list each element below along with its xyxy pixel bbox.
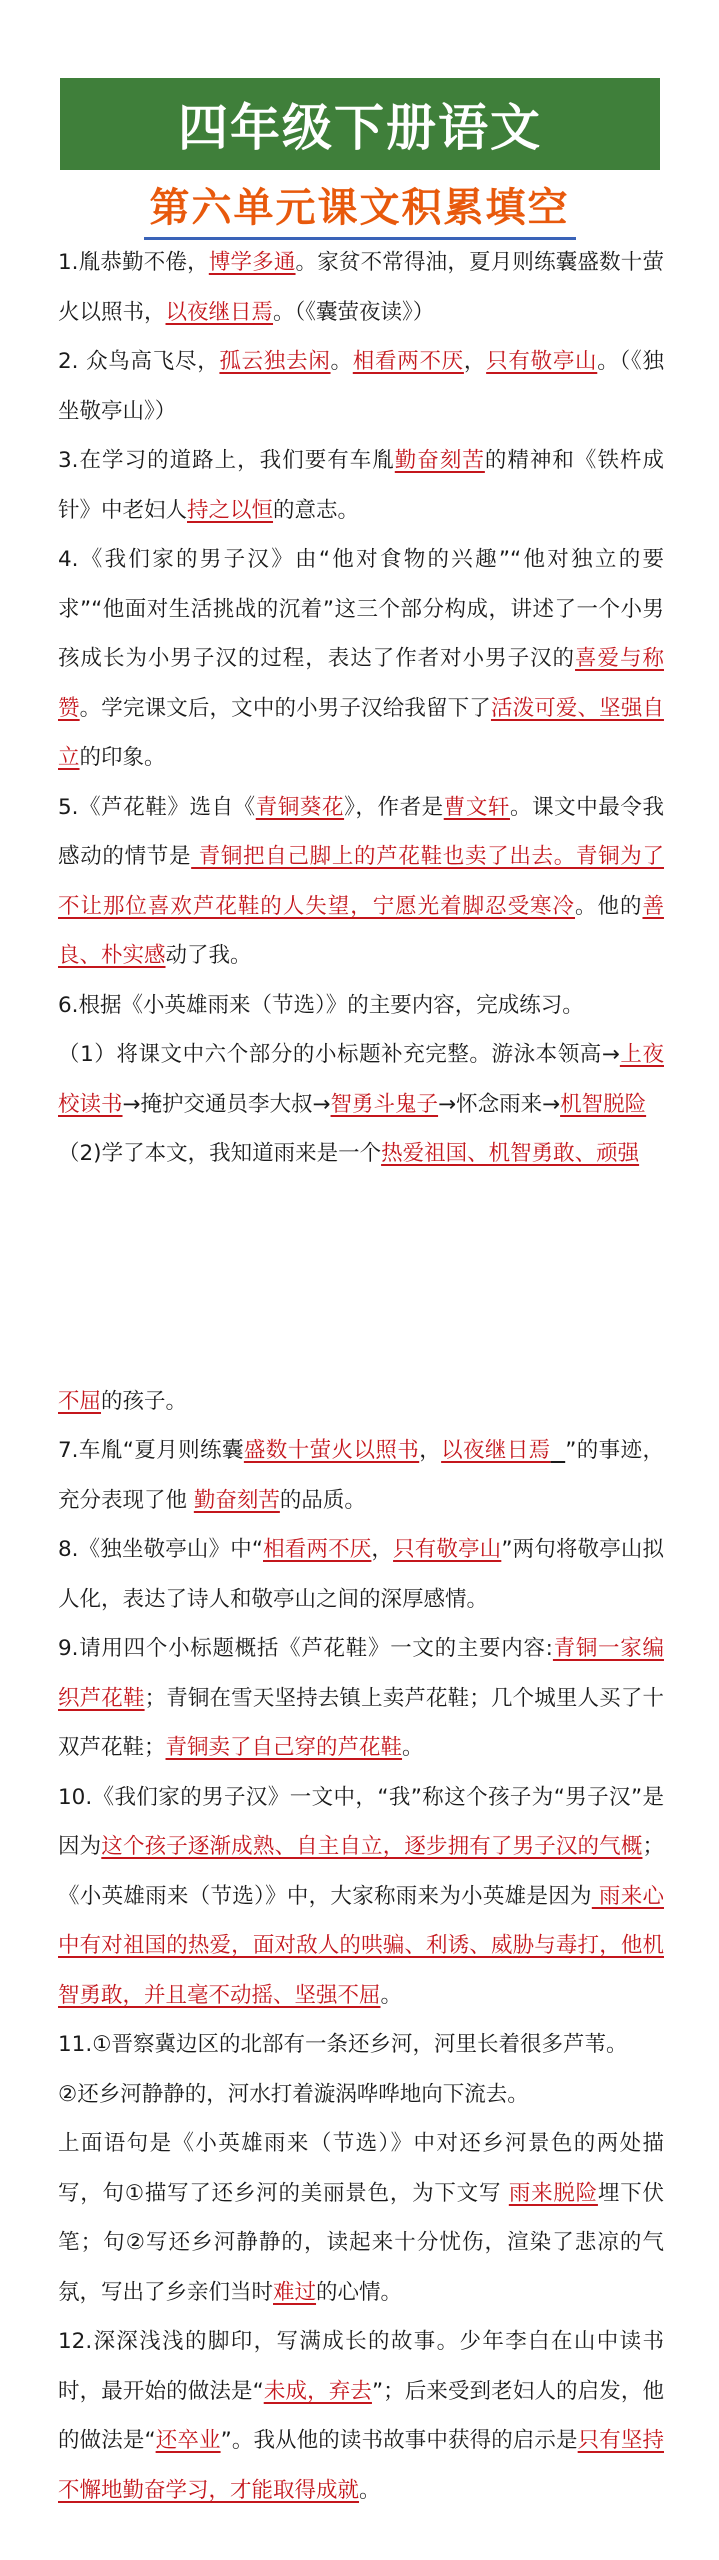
answer: 活泼可爱、坚强自立 [58, 695, 664, 770]
answer: 只有敬亭山 [486, 349, 598, 374]
answer: 曹文轩 [443, 794, 510, 820]
question-7 [58, 1426, 664, 1525]
question-6-part-2 [58, 1129, 664, 1179]
answer: 还卒业 [155, 2428, 221, 2453]
question-text: ”两句将敬亭山拟人化，表达了诗人和敬亭山之间的深厚感情。 [58, 1537, 664, 1612]
question-text: 12.深深浅浅的脚印，写满成长的故事。少年李白在山中读书时，最开始的做法是“ [58, 2329, 664, 2404]
answer: 只有敬亭山 [393, 1537, 502, 1562]
answer: 持之以恒 [187, 497, 274, 523]
question-text: ， [371, 1537, 394, 1562]
answer: 青铜卖了自己穿的芦花鞋 [165, 1735, 403, 1760]
question-text: 。（《囊萤夜读》） [273, 299, 435, 325]
title-banner [60, 78, 660, 170]
question-text: →怀念雨来→ [438, 1091, 561, 1117]
blank-line [551, 1438, 566, 1463]
answer: 善良、朴实感 [58, 893, 664, 968]
answer: 博学多通 [208, 250, 296, 275]
answer: 勤奋刻苦 [394, 448, 485, 473]
answer: 上夜校读书 [58, 1042, 664, 1117]
question-text: 。家贫不常得油，夏月则练囊盛数十萤火以照书， [58, 250, 664, 325]
question-text: 动了我。 [165, 943, 252, 968]
question-text: 。 [330, 349, 353, 374]
question-text: 。他的 [575, 893, 643, 919]
question-11-line-1 [58, 2020, 664, 2070]
question-text: 5.《芦花鞋》选自《 [58, 794, 256, 820]
question-8 [58, 1525, 664, 1624]
question-text: 埋下伏笔；句②写还乡河静静的，读起来十分忧伤，渲染了悲凉的气氛，写出了乡亲们当时 [58, 2180, 664, 2305]
question-text: 9.请用四个小标题概括《芦花鞋》一文的主要内容: [58, 1636, 553, 1661]
answer: 盛数十萤火以照书 [243, 1438, 420, 1463]
answer: 孤云独去闲 [219, 349, 331, 374]
answer: 勤奋刻苦 [193, 1487, 280, 1513]
answer: 只有坚持不懈地勤奋学习，才能取得成就 [58, 2428, 664, 2503]
answer: 以夜继日焉 [441, 1438, 551, 1463]
question-text: 1.胤恭勤不倦， [58, 250, 209, 275]
question-text: 。 [359, 2477, 381, 2503]
question-2 [58, 337, 664, 436]
answer: 青铜一家编织芦花鞋 [58, 1636, 664, 1711]
question-text: 6.根据《小英雄雨来（节选）》的主要内容，完成练习。 [58, 992, 584, 1018]
question-text: 的印象。 [79, 745, 166, 770]
question-text: ”；后来受到老妇人的启发，他的做法是“ [58, 2378, 665, 2453]
question-1 [58, 238, 664, 337]
question-text: ；《小英雄雨来（节选）》中，大家称雨来为小英雄是因为 [58, 1834, 664, 1909]
question-10 [58, 1773, 664, 2021]
question-text: 11.①晋察冀边区的北部有一条还乡河，河里长着很多芦苇。 [58, 2032, 628, 2057]
question-6-part-2-cont [58, 1377, 664, 1427]
answer: 智勇斗鬼子 [330, 1091, 439, 1117]
question-4 [58, 535, 664, 783]
question-text: ②还乡河静静的，河水打着漩涡哗哗地向下流去。 [58, 2081, 529, 2107]
answer: 喜爱与称赞 [58, 646, 664, 721]
question-text: 。课文中最令我感动的情节是 [58, 794, 664, 869]
answer: 相看两不厌 [263, 1537, 372, 1562]
answer: 青铜葵花 [255, 794, 345, 820]
answer: 不屈 [58, 1388, 102, 1414]
answer: 机智脱险 [560, 1091, 647, 1117]
answer: 青铜把自己脚上的芦花鞋也卖了出去。青铜为了不让那位喜欢芦花鞋的人失望，宁愿光着脚忍受寒冷 [58, 844, 664, 919]
question-text: 》，作者是 [344, 794, 444, 820]
blank-space [58, 1179, 664, 1377]
question-9 [58, 1624, 664, 1773]
answer: 这个孩子逐渐成熟、自主自立，逐步拥有了男子汉的气概 [101, 1834, 643, 1859]
question-text: ”。我从他的读书故事中获得的启示是 [220, 2428, 578, 2453]
question-text: 8.《独坐敬亭山》中“ [58, 1537, 263, 1562]
answer: 雨来脱险 [508, 2180, 598, 2206]
answer: 相看两不厌 [352, 349, 464, 374]
question-text: 的孩子。 [101, 1388, 188, 1414]
question-text: ；青铜在雪天坚持去镇上卖芦花鞋；几个城里人买了十双芦花鞋； [58, 1685, 664, 1760]
question-text: 。 [402, 1735, 424, 1760]
question-text: ， [463, 349, 487, 374]
question-text: ”的事迹，充分表现了他 [58, 1438, 664, 1513]
question-text: 。（《独坐敬亭山》） [58, 349, 664, 424]
answer: 热爱祖国、机智勇敢、顽强 [381, 1141, 640, 1166]
question-text: →掩护交通员李大叔→ [122, 1091, 331, 1117]
question-text: 。 [380, 1982, 403, 2008]
subtitle [0, 176, 719, 240]
question-text: 3.在学习的道路上，我们要有车胤 [58, 448, 395, 473]
question-5 [58, 783, 664, 981]
question-text: 7.车胤“夏月则练囊 [58, 1438, 244, 1463]
question-text: 4.《我们家的男子汉》由“他对食物的兴趣”“他对独立的要求”“他面对生活挑战的沉着”这三个部分构成，讲述了一个小男孩成长为小男子汉的过程，表达了作者对小男子汉的 [58, 547, 664, 671]
answer: 难过 [273, 2279, 317, 2305]
question-3 [58, 436, 664, 535]
question-text: 的精神和《铁杵成针》中老妇人 [58, 448, 664, 523]
question-6 [58, 981, 664, 1031]
question-6-part-1 [58, 1030, 664, 1129]
question-12 [58, 2317, 664, 2515]
question-11-line-2 [58, 2070, 664, 2120]
question-text: 的品质。 [279, 1487, 366, 1513]
page-title: 四年级下册语文 [178, 99, 542, 157]
subtitle-text: 第六单元课文积累填空 [144, 176, 576, 240]
question-11 [58, 2119, 664, 2317]
question-text: （2)学了本文，我知道雨来是一个 [58, 1141, 382, 1166]
question-list [58, 238, 664, 2515]
answer: 未成，弃去 [263, 2378, 372, 2404]
question-text: ， [419, 1438, 442, 1463]
question-text: 10.《我们家的男子汉》一文中，“我”称这个孩子为“男子汉”是因为 [58, 1784, 664, 1859]
question-text: 的意志。 [273, 497, 360, 523]
answer: 雨来心中有对祖国的热爱，面对敌人的哄骗、利诱、威胁与毒打，他机智勇敢，并且毫不动摇、坚强不屈 [58, 1883, 664, 2008]
question-text: 。学完课文后，文中的小男子汉给我留下了 [79, 695, 491, 721]
question-text: 上面语句是《小英雄雨来（节选）》中对还乡河景色的两处描写，句①描写了还乡河的美丽景色，为下文写 [58, 2131, 664, 2206]
answer: 以夜继日焉 [165, 299, 274, 325]
question-text: 的心情。 [316, 2279, 403, 2305]
question-text: （1）将课文中六个部分的小标题补充完整。游泳本领高→ [58, 1042, 620, 1067]
question-text: 2. 众鸟高飞尽， [58, 349, 220, 374]
